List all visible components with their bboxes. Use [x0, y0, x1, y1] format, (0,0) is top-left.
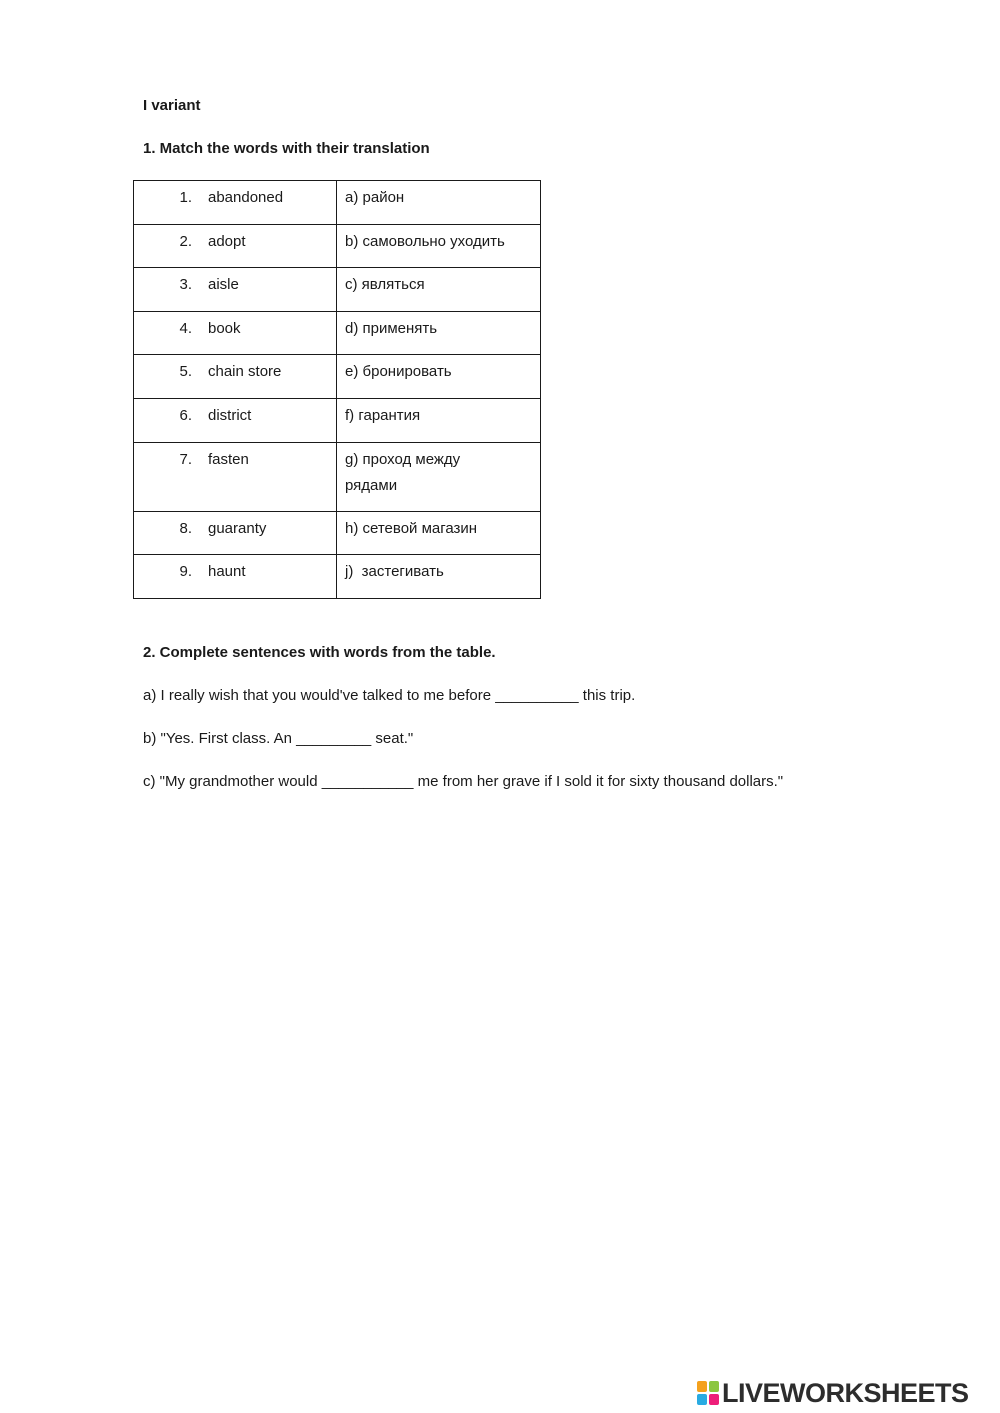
- row-number: 5.: [179, 363, 192, 381]
- english-word: district: [208, 406, 252, 424]
- table-row: [134, 224, 541, 268]
- translation-cell: c) являться: [337, 268, 541, 312]
- task2-heading: 2. Complete sentences with words from the table.: [143, 644, 496, 661]
- english-word: guaranty: [208, 519, 267, 537]
- word-cell: [134, 268, 337, 312]
- word-cell: [134, 398, 337, 442]
- row-number: 3.: [179, 276, 192, 294]
- sentence-a: a) I really wish that you would've talked to me before __________ this trip.: [143, 687, 636, 704]
- english-word: book: [208, 319, 241, 337]
- table-row: [134, 181, 541, 225]
- english-word: adopt: [208, 232, 246, 250]
- translation-cell: a) район: [337, 181, 541, 225]
- variant-title: I variant: [143, 97, 201, 114]
- logo-block: [709, 1381, 719, 1392]
- task1-heading: 1. Match the words with their translation: [143, 140, 430, 157]
- row-number: 6.: [179, 406, 192, 424]
- logo-blocks-icon: [697, 1381, 719, 1405]
- word-cell: [134, 442, 337, 511]
- row-number: 8.: [179, 519, 192, 537]
- logo-block: [709, 1394, 719, 1405]
- english-word: haunt: [208, 563, 246, 581]
- row-number: 1.: [179, 189, 192, 206]
- row-number: 7.: [179, 450, 192, 468]
- translation-cell: j) застегивать: [337, 555, 541, 599]
- english-word: fasten: [208, 450, 249, 468]
- word-cell: [134, 555, 337, 599]
- row-number: 9.: [179, 563, 192, 581]
- translation-cell: f) гарантия: [337, 398, 541, 442]
- word-cell: [134, 181, 337, 225]
- table-row: [134, 442, 541, 511]
- word-cell: [134, 511, 337, 555]
- liveworksheets-logo: [697, 1376, 969, 1410]
- table-row: [134, 311, 541, 355]
- match-table: [133, 180, 541, 599]
- english-word: aisle: [208, 276, 239, 294]
- english-word: chain store: [208, 363, 282, 381]
- sentence-c: c) "My grandmother would ___________ me from her grave if I sold it for sixty thousand dollars.": [143, 773, 784, 790]
- row-number: 4.: [179, 319, 192, 337]
- table-row: [134, 398, 541, 442]
- translation-cell: b) самовольно уходить: [337, 224, 541, 268]
- word-cell: [134, 355, 337, 399]
- word-cell: [134, 224, 337, 268]
- table-row: [134, 355, 541, 399]
- logo-text: LIVEWORKSHEETS: [722, 1377, 969, 1408]
- logo-block: [697, 1381, 707, 1392]
- word-cell: [134, 311, 337, 355]
- row-number: 2.: [179, 232, 192, 250]
- translation-cell: e) бронировать: [337, 355, 541, 399]
- logo-block: [697, 1394, 707, 1405]
- table-row: [134, 511, 541, 555]
- table-row: [134, 268, 541, 312]
- sentence-b: b) "Yes. First class. An _________ seat.": [143, 730, 414, 747]
- translation-cell: d) применять: [337, 311, 541, 355]
- table-row: [134, 555, 541, 599]
- english-word: abandoned: [208, 189, 284, 206]
- translation-cell: h) сетевой магазин: [337, 511, 541, 555]
- translation-cell: g) проход между рядами: [337, 442, 541, 511]
